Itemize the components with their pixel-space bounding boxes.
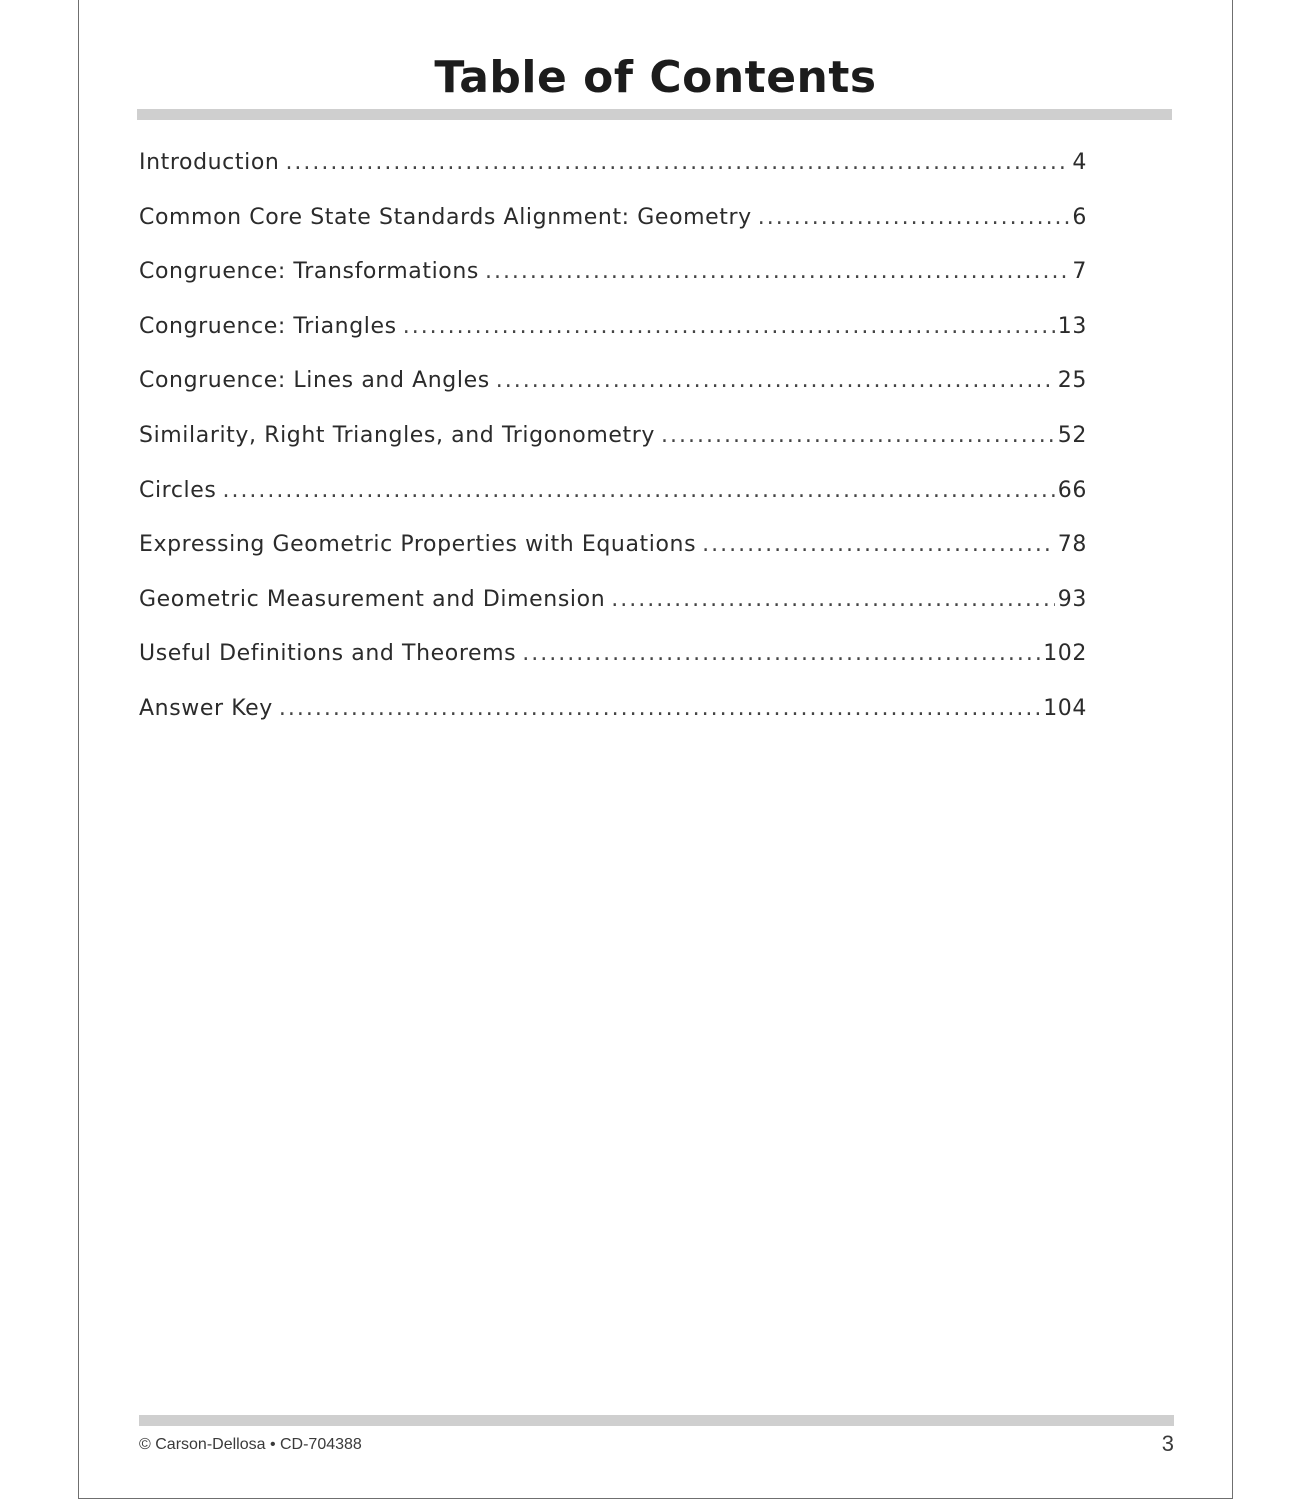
toc-dot-leader — [222, 478, 1054, 503]
toc-entry-page: 7 — [1072, 259, 1087, 285]
footer-copyright: © Carson-Dellosa • CD-704388 — [139, 1436, 362, 1453]
toc-entry-title: Geometric Measurement and Dimension — [139, 586, 606, 612]
toc-entry[interactable] — [139, 314, 1087, 369]
toc-entry[interactable] — [139, 259, 1087, 314]
toc-entry[interactable] — [139, 478, 1087, 533]
toc-entry-page: 4 — [1072, 150, 1087, 175]
toc-entry-title: Congruence: Triangles — [139, 313, 397, 339]
toc-entry[interactable] — [139, 696, 1087, 751]
toc-entry[interactable] — [139, 532, 1087, 587]
toc-entry-title: Congruence: Lines and Angles — [139, 368, 490, 394]
toc-entry-title: Answer Key — [139, 695, 273, 721]
toc-dot-leader — [611, 587, 1055, 612]
toc-entry-page: 25 — [1057, 368, 1087, 394]
toc-dot-leader — [522, 641, 1040, 666]
toc-dot-leader — [758, 205, 1070, 230]
toc-dot-leader — [702, 532, 1055, 557]
toc-dot-leader — [661, 423, 1055, 448]
toc-entry-title: Useful Definitions and Theorems — [139, 641, 517, 667]
footer-rule — [139, 1415, 1174, 1426]
toc-entry-page: 52 — [1057, 422, 1087, 448]
page-title: Table of Contents — [434, 52, 877, 103]
toc-entry-title: Common Core State Standards Alignment: Geometry — [139, 204, 752, 230]
toc-entry[interactable] — [139, 368, 1087, 423]
toc-entry-page: 78 — [1057, 532, 1087, 558]
toc-entry-title: Introduction — [139, 150, 280, 175]
toc-entry-title: Similarity, Right Triangles, and Trigonometry — [139, 422, 656, 448]
toc-entry-page: 102 — [1043, 641, 1087, 667]
toc-dot-leader — [403, 314, 1055, 339]
toc-dot-leader — [279, 696, 1040, 721]
table-of-contents — [139, 150, 1087, 751]
toc-entry[interactable] — [139, 150, 1087, 205]
toc-entry-page: 6 — [1072, 204, 1087, 230]
document-page — [78, 0, 1233, 1499]
toc-entry-title: Expressing Geometric Properties with Equations — [139, 532, 697, 558]
toc-entry[interactable] — [139, 205, 1087, 260]
toc-dot-leader — [485, 259, 1069, 284]
toc-entry-title: Circles — [139, 477, 217, 503]
toc-dot-leader — [285, 150, 1069, 175]
toc-entry-page: 66 — [1057, 477, 1087, 503]
footer-page-number: 3 — [1161, 1431, 1174, 1456]
toc-entry[interactable] — [139, 641, 1087, 696]
toc-dot-leader — [496, 368, 1055, 393]
toc-entry-title: Congruence: Transformations — [139, 259, 479, 285]
toc-entry-page: 13 — [1057, 313, 1087, 339]
toc-entry[interactable] — [139, 587, 1087, 642]
title-rule — [137, 109, 1172, 120]
toc-entry-page: 93 — [1057, 586, 1087, 612]
toc-entry[interactable] — [139, 423, 1087, 478]
toc-entry-page: 104 — [1043, 695, 1087, 721]
